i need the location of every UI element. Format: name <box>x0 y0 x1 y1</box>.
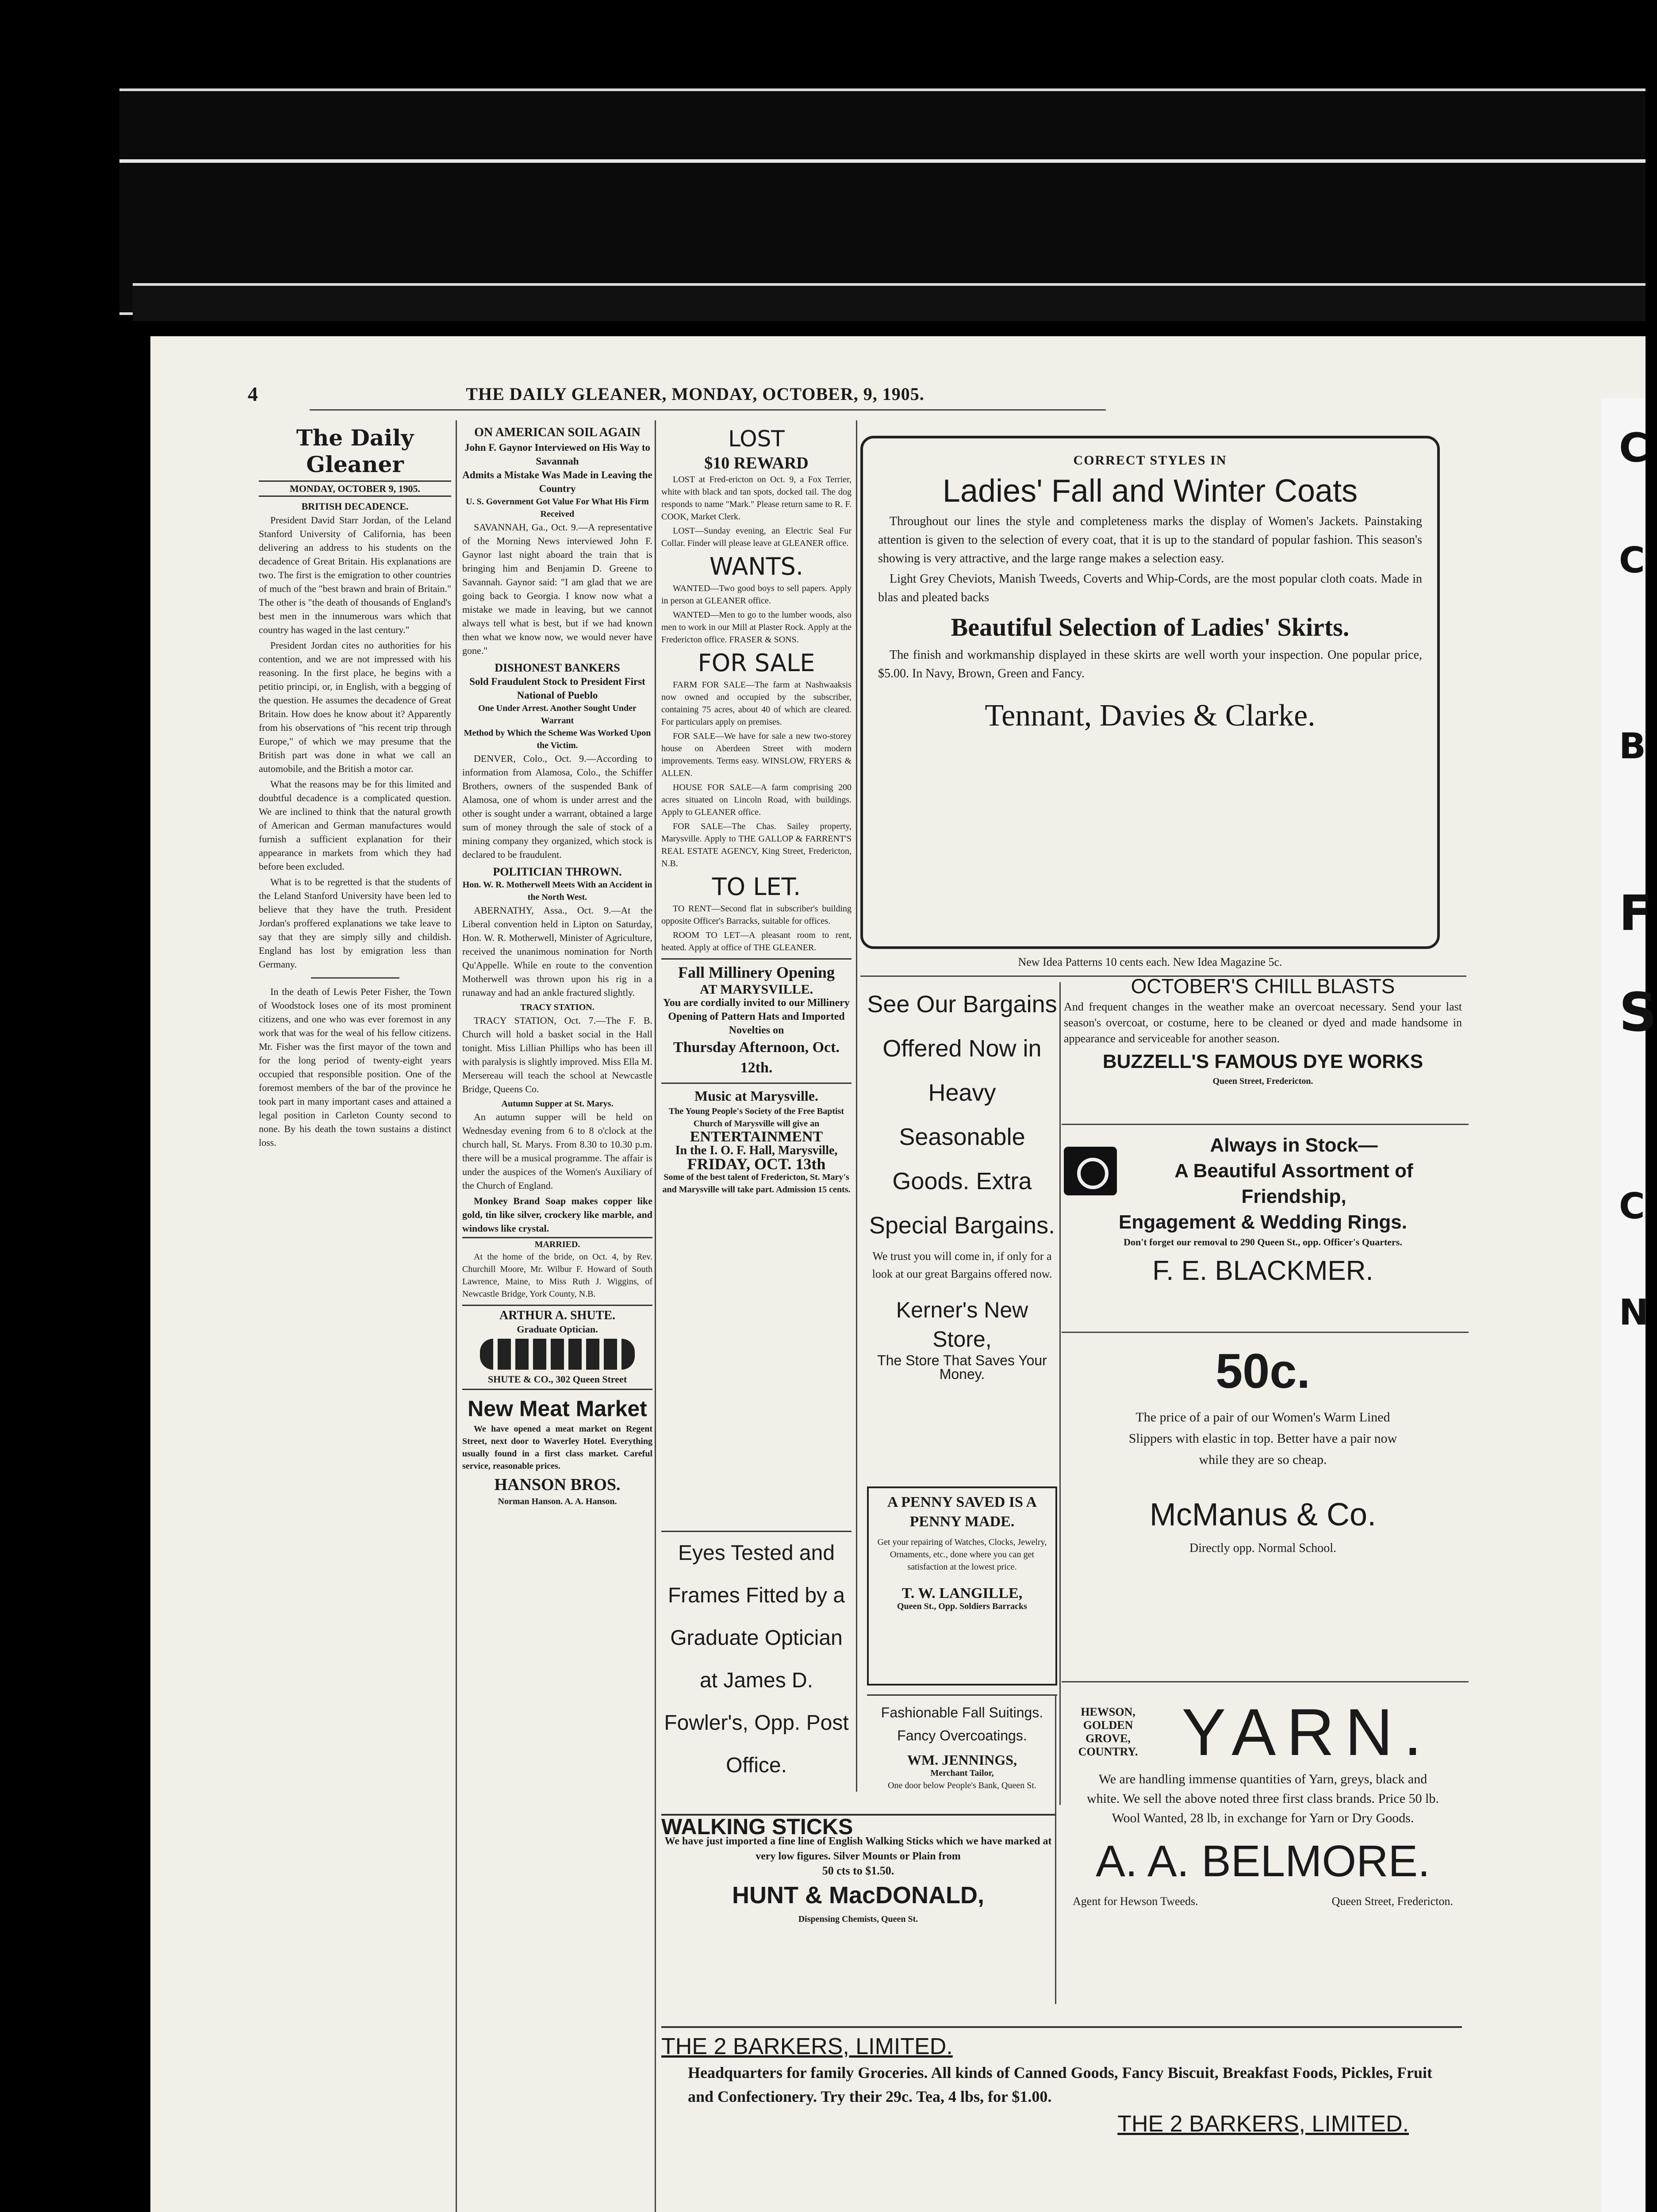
microfilm-frame-top <box>119 88 1645 315</box>
subhead: U. S. Government Got Value For What His Firm Received <box>466 497 649 519</box>
ad-firm: HUNT & MacDONALD, <box>732 1882 984 1909</box>
jennings-ad <box>867 1694 1057 1825</box>
blackmer-ad <box>1064 1133 1462 1327</box>
ad-text: Get your repairing of Watches, Clocks, Jewelry, Ornaments, etc., done where you can get satisfaction at the lowest price. <box>877 1537 1047 1572</box>
paragraph: What the reasons may be for this limited and doubtful decadence is a complicated question. We are inclined to think that the natural growth of American and German manufactures would furnish a sufficient explanation for their appearance in markets from which they had before been excluded. <box>259 779 451 872</box>
classified: LOST at Fred-ericton on Oct. 9, a Fox Terrier, white with black and tan spots, docked tail. The dog responds to name "Mark." Please return same to R. F. COOK, Market Clerk. <box>661 475 852 522</box>
classified: WANTED—Two good boys to sell papers. Apply in person at GLEANER office. <box>661 584 852 606</box>
paragraph: SAVANNAH, Ga., Oct. 9.—A representative of the Morning News interviewed John F. Gaynor last night aboard the train that is bringing him and Benjamin D. Greene to Savannah. Gaynor said: "I am glad that we are going back to Georgia. I know now what a mistake we made in leaving, but we cannot always tell what is best, but if we had known then what we know now, we would never have gone." <box>462 522 652 656</box>
yarn-brands: HEWSON, GOLDEN GROVE, COUNTRY. <box>1078 1705 1138 1758</box>
classified: HOUSE FOR SALE—A farm comprising 200 acres situated on Lincoln Road, with buildings. Apply to GLEANER office. <box>661 783 852 817</box>
ad-firm: Kerner's New Store, <box>896 1298 1028 1352</box>
issue-date: MONDAY, OCTOBER 9, 1905. <box>259 480 451 497</box>
paragraph: Monkey Brand Soap makes copper like gold, tin like silver, crockery like marble, and windows like crystal. <box>462 1195 652 1234</box>
paragraph: DENVER, Colo., Oct. 9.—According to information from Alamosa, Colo., the Schiffer Brothers, owners of the suspended Bank of Alamosa, one of whom is under arrest and the other is sought under a warrant, obtained a large sum of money through the sale of stock of a mining company they organized, which stock is declared to be fraudulent. <box>462 753 652 860</box>
edge-letter: C <box>1619 1186 1645 1227</box>
headline: BRITISH DECADENCE. <box>301 501 409 512</box>
ad-kicker: CORRECT STYLES IN <box>1073 453 1227 468</box>
ad-text: We are handling immense quantities of Yarn, greys, black and white. We sell the above noted three first class brands. Price 50 lb. Wool Wanted, 28 lb, in exchange for Yarn or Dry Goods. <box>1087 1772 1439 1825</box>
headline: DISHONEST BANKERS <box>495 661 620 674</box>
ad-sub: Dispensing Chemists, Queen St. <box>798 1914 918 1924</box>
column-rule <box>1055 1694 1056 2004</box>
ad-subtitle: Graduate Optician. <box>517 1324 598 1335</box>
column-news <box>462 425 652 2212</box>
walking-sticks-ad <box>661 1814 1055 2032</box>
ad-firm: A. A. BELMORE. <box>1096 1836 1430 1886</box>
ad-firm: BUZZELL'S FAMOUS DYE WORKS <box>1102 1051 1423 1072</box>
ad-text: The price of a pair of our Women's Warm Lined Slippers with elastic in top. Better have a pair now while they are so cheap. <box>1128 1410 1397 1467</box>
ad-title: ENTERTAINMENT <box>690 1129 823 1145</box>
classified: WANTED—Men to go to the lumber woods, also men to work in our Mill at Plaster Rock. Apply at the Fredericton office. FRASER & SONS. <box>661 610 852 645</box>
ad-address: Directly opp. Normal School. <box>1189 1541 1337 1555</box>
fowler-optician-ad <box>661 1531 852 1780</box>
edge-letter: N <box>1619 1292 1649 1333</box>
ad-text: Some of the best talent of Fredericton, St. Mary's and Marysville will take part. Admission 15 cents. <box>662 1172 851 1194</box>
column-editorial <box>259 425 451 2150</box>
ad-date: FRIDAY, OCT. 13th <box>687 1155 826 1173</box>
edge-letter: B <box>1619 726 1646 767</box>
ad-footer <box>1064 1894 1462 1908</box>
classified: TO RENT—Second flat in subscriber's building opposite Officer's Barracks, suitable for offices. <box>661 904 852 926</box>
ad-note: Don't forget our removal to 290 Queen St., opp. Officer's Quarters. <box>1124 1237 1402 1248</box>
coats-ad-footer: New Idea Patterns 10 cents each. New Idea Magazine 5c. <box>1018 956 1282 968</box>
page-number: 4 <box>248 382 258 405</box>
edge-letter: C <box>1619 540 1645 581</box>
subhead: Hon. W. R. Motherwell Meets With an Accident in the North West. <box>462 880 652 902</box>
subhead: One Under Arrest. Another Sought Under Warrant <box>478 703 637 726</box>
section-rule <box>1062 1124 1469 1125</box>
kerner-ad <box>865 982 1059 1566</box>
ad-firm: T. W. LANGILLE, <box>901 1585 1023 1601</box>
headline: POLITICIAN THROWN. <box>493 865 622 878</box>
ad-text: Throughout our lines the style and completeness marks the display of Women's Jackets. Painstaking attention is given to the selection of every coat, that it is up to the standard of popular fashion. This season's showing is very attractive, and the large range makes a selection easy. <box>878 515 1422 565</box>
subhead: Sold Fraudulent Stock to President First National of Pueblo <box>469 676 645 701</box>
paragraph: TRACY STATION, Oct. 7.—The F. B. Church will hold a basket social in the Hall tonight. Miss Lillian Phillips who has been ill with paralysis is slightly improved. Miss Ella M. Mersereau will teach the school at Newcastle Bridge, Queens Co. <box>462 1015 652 1094</box>
millinery-ad <box>661 958 852 1078</box>
ad-firm: WM. JENNINGS, <box>907 1752 1017 1768</box>
ad-slogan: The Store That Saves Your Money. <box>877 1352 1047 1382</box>
ad-text: Light Grey Cheviots, Manish Tweeds, Coverts and Whip-Cords, are the most popular cloth coats. Made in blas and pleated backs <box>878 572 1422 604</box>
ad-text: We have just imported a fine line of English Walking Sticks which we have marked at very low figures. Silver Mounts or Plain from <box>664 1836 1052 1862</box>
section-rule <box>1062 1332 1469 1333</box>
meat-market-ad <box>462 1394 652 1508</box>
ad-title: THE 2 BARKERS, LIMITED. <box>661 2034 953 2059</box>
section-title: WANTS. <box>709 553 804 580</box>
ad-title: New Meat Market <box>468 1396 647 1421</box>
ad-names: Norman Hanson. A. A. Hanson. <box>498 1497 617 1506</box>
ad-footer: THE 2 BARKERS, LIMITED. <box>1117 2111 1409 2137</box>
paragraph: President David Starr Jordan, of the Leland Stanford University of California, has been delivering an address to his students on the decadence of Great Britain. His explanations are two. The first is the emigration to other countries of much of the "best brawn and brain of Britain." The other is "the death of thousands of England's best men in the innumerous wars which that country has waged in the last century." <box>259 515 451 635</box>
paragraph: At the home of the bride, on Oct. 4, by Rev. Churchill Moore, Mr. Wilbur F. Howard of South Lawrence, Maine, to Miss Ruth J. Wiggins, of Newcastle Bridge, York County, N.B. <box>462 1252 652 1299</box>
reward-heading: $10 REWARD <box>704 454 809 472</box>
column-rule <box>1059 982 1061 1805</box>
frame-edge <box>133 283 1645 321</box>
ad-title: OCTOBER'S CHILL BLASTS <box>1131 975 1395 998</box>
headline: Autumn Supper at St. Marys. <box>501 1099 614 1109</box>
ad-text: See Our Bargains Offered Now in Heavy Seasonable Goods. Extra Special Bargains. <box>867 991 1057 1239</box>
ad-address: Queen St., Opp. Soldiers Barracks <box>897 1601 1027 1611</box>
edge-letter: C <box>1619 425 1649 471</box>
ad-title: Music at Marysville. <box>694 1088 818 1104</box>
ad-line: Engagement & Wedding Rings. <box>1119 1211 1407 1233</box>
masthead-rule <box>310 409 1106 411</box>
ad-title: A PENNY SAVED IS A PENNY MADE. <box>887 1494 1037 1530</box>
classified: FARM FOR SALE—The farm at Nashwaaksis now owned and occupied by the subscriber, containing 75 acres, about 40 of which are cleared. For particulars apply on premises. <box>661 680 852 727</box>
section-title: TO LET. <box>712 873 801 901</box>
dye-works-ad <box>1064 973 1462 1124</box>
ad-address: Queen Street, Fredericton. <box>1212 1076 1313 1086</box>
ad-firm: F. E. BLACKMER. <box>1152 1256 1373 1286</box>
ad-line: Always in Stock— <box>1210 1134 1378 1156</box>
masthead-title: THE DAILY GLEANER, MONDAY, OCTOBER, 9, 1905. <box>466 384 924 404</box>
barkers-ad <box>661 2026 1462 2174</box>
ad-title: Ladies' Fall and Winter Coats <box>942 473 1358 509</box>
ad-address: Queen Street, Fredericton. <box>1331 1895 1453 1908</box>
ad-title: YARN. <box>1181 1695 1433 1769</box>
column-rule <box>456 420 457 2212</box>
subhead: Admits a Mistake Was Made in Leaving the Country <box>462 469 652 494</box>
edge-letter: F <box>1619 885 1653 941</box>
frame-line <box>119 159 1645 163</box>
ad-title: Fashionable Fall Suitings. Fancy Overcoatings. <box>881 1705 1043 1743</box>
nameplate: The Daily Gleaner <box>296 425 414 477</box>
ad-title: Fall Millinery Opening <box>678 964 835 981</box>
ad-subtitle: AT MARYSVILLE. <box>699 982 813 997</box>
ad-price: 50 cts to $1.50. <box>822 1864 894 1877</box>
entertainment-ad <box>661 1083 852 1196</box>
subhead: Method by Which the Scheme Was Worked Upon the Victim. <box>464 728 651 750</box>
paragraph: ABERNATHY, Assa., Oct. 9.—At the Liberal convention held in Lipton on Saturday, Hon. W. R. Motherwell, Minister of Agriculture, received the unanimous nomination for North Qu'Appelle. While en route to the convention Motherwell was thrown upon his rig in a runaway and had an ankle fractured slightly. <box>462 905 652 998</box>
column-rule <box>655 420 656 2212</box>
ad-address: One door below People's Bank, Queen St. <box>888 1781 1036 1790</box>
belmore-yarn-ad <box>1064 1694 1462 2013</box>
ad-title: Beautiful Selection of Ladies' Skirts. <box>951 613 1350 641</box>
column-rule <box>856 420 857 1792</box>
shute-ad <box>462 1305 652 1390</box>
ad-line: A Beautiful Assortment of Friendship, <box>1174 1160 1413 1207</box>
ad-title: ARTHUR A. SHUTE. <box>499 1309 615 1322</box>
ad-text: The finish and workmanship displayed in these skirts are well worth your inspection. One popular price, $5.00. In Navy, Brown, Green and Fancy. <box>878 648 1422 680</box>
subhead: John F. Gaynor Interviewed on His Way to Savannah <box>464 442 651 467</box>
headline: TRACY STATION. <box>520 1002 595 1012</box>
classified: FOR SALE—We have for sale a new two-storey house on Aberdeen Street with modern improvements. Terms easy. WINSLOW, FRYERS & ALLEN. <box>661 731 852 778</box>
paragraph: An autumn supper will be held on Wednesday evening from 6 to 8 o'clock at the church hall, St. Marys. From 8.30 to 10.30 p.m. there will be a musical programme. The affair is under the auspices of the Women's Auxiliary of the Church of England. <box>462 1111 652 1191</box>
ad-role: Merchant Tailor, <box>930 1768 994 1778</box>
headline: MARRIED. <box>462 1237 652 1251</box>
ad-text: And frequent changes in the weather make an overcoat necessary. Send your last season's overcoat, or costume, here to be cleaned or dyed and made handsome in appearance and serviceable for another season. <box>1064 1000 1462 1045</box>
ad-agent: Agent for Hewson Tweeds. <box>1073 1895 1198 1908</box>
section-rule <box>1062 1681 1469 1682</box>
ad-price: 50c. <box>1215 1344 1311 1398</box>
divider <box>311 977 399 979</box>
paragraph: What is to be regretted is that the students of the Leland Stanford University have been led to believe that they have the truth. President Jordan's proffered explanations we take leave to say that they are simply silly and childish. England has lost by emigration less than Germany. <box>259 876 451 970</box>
ring-icon <box>1064 1147 1117 1195</box>
coats-ad <box>878 451 1422 938</box>
ad-firm: McManus & Co. <box>1149 1497 1377 1532</box>
classified: FOR SALE—The Chas. Sailey property, Marysville. Apply to THE GALLOP & FARRENT'S REAL ESTATE AGENCY, King Street, Fredericton, N.B. <box>661 822 852 868</box>
section-title: FOR SALE <box>698 649 815 677</box>
classified: ROOM TO LET—A pleasant room to rent, heated. Apply at office of THE GLEANER. <box>661 930 852 952</box>
ad-text: The Young People's Society of the Free Baptist Church of Marysville will give an <box>668 1106 844 1129</box>
ad-subtext: We trust you will come in, if only for a look at our great Bargains offered now. <box>872 1250 1052 1280</box>
ad-text: Eyes Tested and Frames Fitted by a Graduate Optician at James D. Fowler's, Opp. Post Office. <box>664 1541 849 1777</box>
masthead <box>248 380 1132 407</box>
edge-letter: S <box>1619 982 1657 1044</box>
mcmanus-ad <box>1064 1336 1462 1681</box>
spectacles-image <box>480 1339 635 1370</box>
headline: ON AMERICAN SOIL AGAIN <box>474 426 641 439</box>
langille-ad <box>867 1486 1057 1686</box>
section-title: LOST <box>728 426 785 452</box>
ad-title: WALKING STICKS <box>661 1814 853 1839</box>
ad-text: We have opened a meat market on Regent Street, next door to Waverley Hotel. Everything usually found in a first class market. Careful service, reasonable prices. <box>462 1424 652 1471</box>
ad-date: Thursday Afternoon, Oct. 12th. <box>673 1039 840 1076</box>
ad-firm: Tennant, Davies & Clarke. <box>985 699 1316 733</box>
ad-address: SHUTE & CO., 302 Queen Street <box>487 1374 627 1385</box>
paragraph: President Jordan cites no authorities for his contention, and we are not impressed with his reasoning. In the first place, he begins with a petitio principi, or, in English, with a begging of the question. He assumes the decadence of Great Britain. How does he know about it? Apparently from his observations of "his recent trip through Europe," of which we may presume that the British part was done in what we call an automobile, and the British a motor car. <box>259 640 451 774</box>
ad-place: In the I. O. F. Hall, Marysville, <box>675 1144 838 1157</box>
ad-text: Headquarters for family Groceries. All kinds of Canned Goods, Fancy Biscuit, Breakfast Foods, Pickles, Fruit and Confectionery. Try their 29c. Tea, 4 lbs, for $1.00. <box>688 2064 1432 2105</box>
ad-text: You are cordially invited to our Millinery Opening of Pattern Hats and Imported Novelties on <box>663 997 850 1036</box>
ad-firm: HANSON BROS. <box>494 1475 621 1494</box>
paragraph: In the death of Lewis Peter Fisher, the Town of Woodstock loses one of its most prominent citizens, and one who was ever foremost in any work that was for the weal of his fellow citizens. Mr. Fisher was the first mayor of the town and for the long period of twenty-eight years occupied that responsible position. One of the foremost members of the bar of the province he took part in many important cases and attained a legal position in Carleton County second to none. By his death the town sustains a distinct loss. <box>259 986 451 1148</box>
classified: LOST—Sunday evening, an Electric Seal Fur Collar. Finder will please leave at GLEANER office. <box>661 526 852 548</box>
